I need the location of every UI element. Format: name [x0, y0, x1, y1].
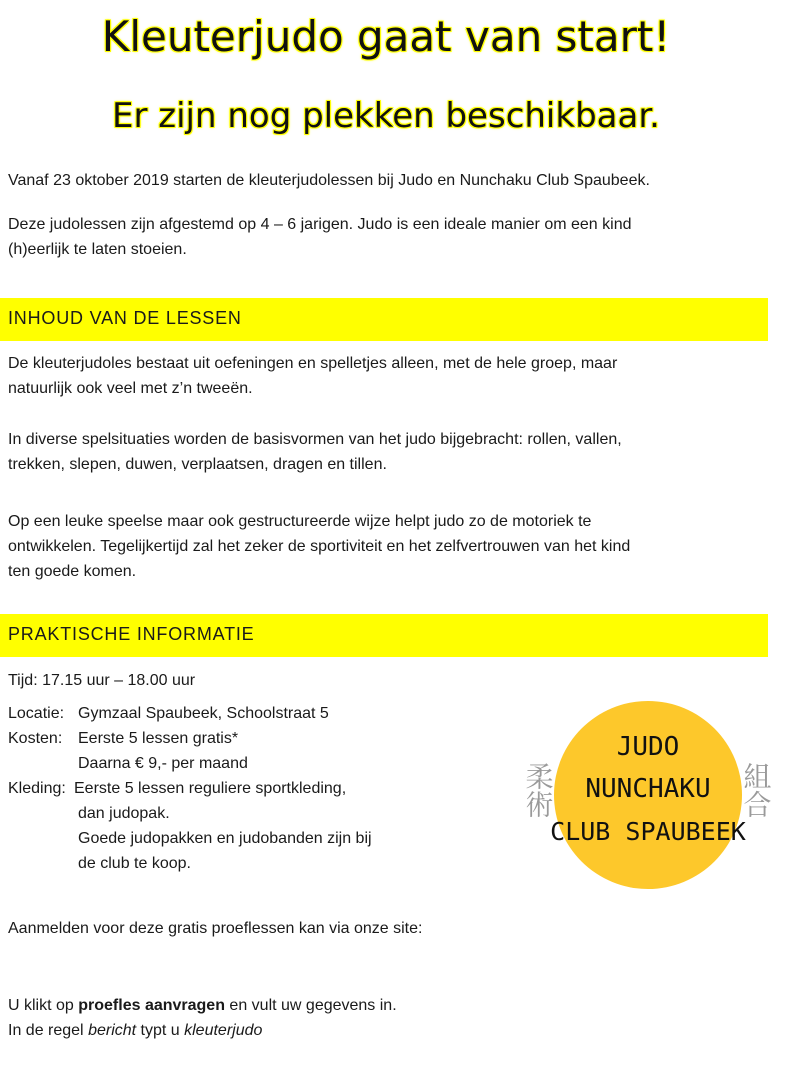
kosten-value-1: Eerste 5 lessen gratis*: [78, 730, 239, 747]
section-heading-inhoud-text: INHOUD VAN DE LESSEN: [8, 308, 242, 328]
kleding-value-2: dan judopak.: [78, 805, 170, 822]
instruction-line-1: U klikt op proefles aanvragen en vult uw gegevens in.: [8, 997, 397, 1014]
kleding-value-4: de club te koop.: [78, 855, 191, 872]
locatie-value: Gymzaal Spaubeek, Schoolstraat 5: [78, 705, 329, 722]
kosten-row-2: [8, 751, 248, 776]
kosten-row: [8, 726, 239, 751]
kleuterjudo-italic: kleuterjudo: [184, 1022, 263, 1039]
inhoud-p3-line-1: Op een leuke speelse maar ook gestructureerde wijze helpt judo zo de motoriek te: [8, 513, 592, 530]
proefles-aanvragen-bold: proefles aanvragen: [78, 997, 225, 1014]
inhoud-p3-line-2: ontwikkelen. Tegelijkertijd zal het zeker de sportiviteit en het zelfvertrouwen van het kind: [8, 538, 631, 555]
instruction-line-2: In de regel bericht typt u kleuterjudo: [8, 1022, 263, 1039]
tijd-text: Tijd: 17.15 uur – 18.00 uur: [8, 672, 196, 689]
kleding-value-3: Goede judopakken en judobanden zijn bij: [78, 830, 372, 847]
inhoud-p3-line-3: ten goede komen.: [8, 563, 137, 580]
logo-kanji-left: 柔術: [521, 762, 555, 818]
section-heading-inhoud: [0, 298, 768, 341]
logo-line-judo: JUDO: [616, 732, 680, 762]
club-logo: [520, 700, 776, 890]
intro-paragraph-2-line-1: Deze judolessen zijn afgestemd op 4 – 6 jarigen. Judo is een ideale manier om een kind: [8, 216, 632, 233]
logo-line-club: CLUB SPAUBEEK: [550, 817, 746, 846]
inhoud-p2-line-1: In diverse spelsituaties worden de basisvormen van het judo bijgebracht: rollen, vallen,: [8, 431, 622, 448]
intro-paragraph: Vanaf 23 oktober 2019 starten de kleuterjudolessen bij Judo en Nunchaku Club Spaubeek.: [8, 172, 650, 189]
locatie-row: [8, 701, 329, 726]
logo-kanji-right: 組合: [739, 762, 773, 818]
inhoud-p1-line-2: natuurlijk ook veel met z’n tweeën.: [8, 380, 253, 397]
kleding-row: [8, 776, 347, 801]
page-subtitle: Er zijn nog plekken beschikbaar.: [111, 96, 660, 136]
section-heading-praktisch-text: PRAKTISCHE INFORMATIE: [8, 624, 255, 644]
kleding-row-2: [8, 801, 170, 826]
page-title: Kleuterjudo gaat van start!: [101, 12, 671, 61]
logo-line-nunchaku: NUNCHAKU: [585, 774, 711, 804]
kosten-value-2: Daarna € 9,- per maand: [78, 755, 248, 772]
kleding-label: Kleding:: [8, 780, 66, 797]
kleding-row-4: [8, 851, 191, 876]
locatie-label: Locatie:: [8, 705, 65, 722]
kleding-value-1: Eerste 5 lessen reguliere sportkleding,: [74, 780, 347, 797]
inhoud-p2-line-2: trekken, slepen, duwen, verplaatsen, dragen en tillen.: [8, 456, 387, 473]
kleding-row-3: [8, 826, 372, 851]
inhoud-p1-line-1: De kleuterjudoles bestaat uit oefeningen en spelletjes alleen, met de hele groep, maar: [8, 355, 618, 372]
section-heading-praktisch: [0, 614, 768, 657]
bericht-italic: bericht: [88, 1022, 137, 1039]
aanmelden-text: Aanmelden voor deze gratis proeflessen kan via onze site:: [8, 920, 423, 937]
intro-paragraph-2-line-2: (h)eerlijk te laten stoeien.: [8, 241, 187, 258]
kosten-label: Kosten:: [8, 730, 63, 747]
